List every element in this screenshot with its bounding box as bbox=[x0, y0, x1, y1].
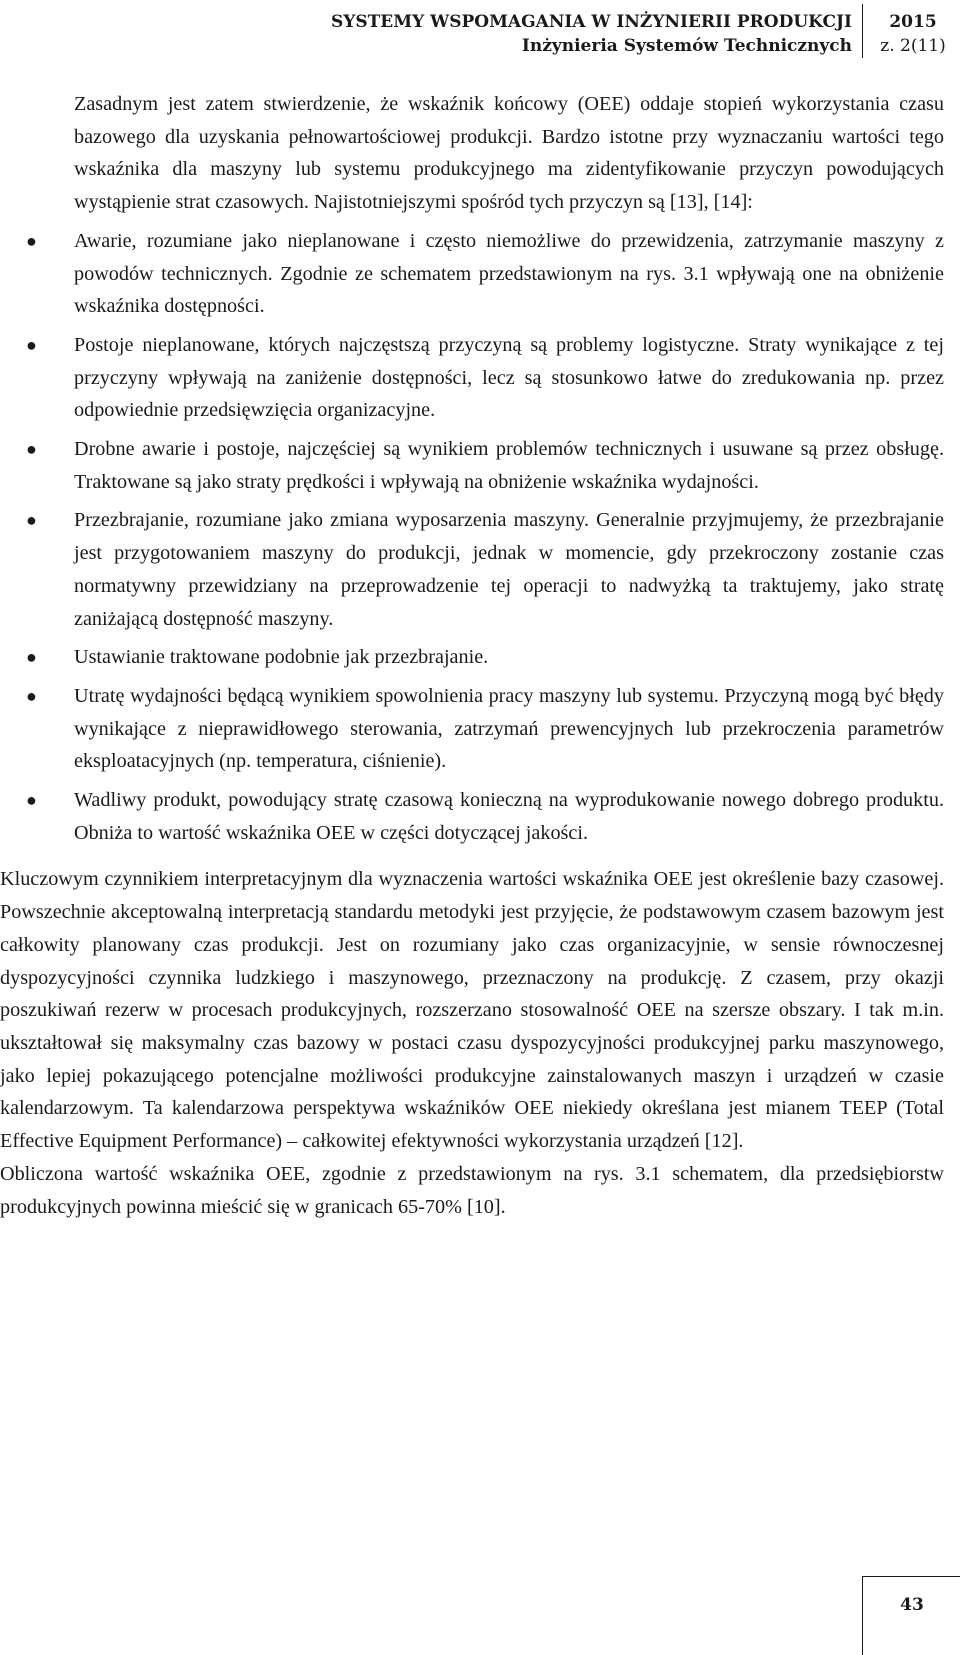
list-item bbox=[0, 504, 944, 635]
loss-causes-list bbox=[26, 225, 944, 850]
list-item-text: Postoje nieplanowane, których najczęstszą przyczyną są problemy logistyczne. Straty wynikające z tej przyczyny wpływają na zaniżenie dostępności, lecz są stosunkowo łatwe do zredukowania np. przez odpowiednie przedsięwzięcia organizacyjne. bbox=[74, 333, 944, 422]
list-item bbox=[0, 641, 944, 674]
bullet-icon: ● bbox=[26, 647, 37, 668]
list-item bbox=[0, 329, 944, 427]
list-item-text: Ustawianie traktowane podobnie jak przezbrajanie. bbox=[74, 646, 489, 669]
bullet-icon: ● bbox=[26, 230, 37, 251]
page-header bbox=[0, 0, 960, 62]
list-item bbox=[0, 680, 944, 778]
journal-subtitle: Inżynieria Systemów Technicznych bbox=[521, 36, 852, 56]
list-item-text: Drobne awarie i postoje, najczęściej są wynikiem problemów technicznych i usuwane są przez obsługę. Traktowane są jako straty prędkości i wpływają na obniżenie wskaźnika wydajności. bbox=[74, 438, 944, 493]
bullet-icon: ● bbox=[26, 439, 37, 460]
list-item-text: Awarie, rozumiane jako nieplanowane i często niemożliwe do przewidzenia, zatrzymanie maszyny z powodów technicznych. Zgodnie ze schematem przedstawionym na rys. 3.1 wpływają one na obniżenie wskaźnika dostępności. bbox=[74, 229, 944, 318]
paragraph-oee-value: Obliczona wartość wskaźnika OEE, zgodnie z przedstawionym na rys. 3.1 schematem, dla przedsiębiorstw produkcyjnych powinna mieścić się w granicach 65-70% [10]. bbox=[0, 1162, 944, 1218]
header-issue-info bbox=[866, 10, 960, 58]
list-item bbox=[0, 433, 944, 498]
list-item bbox=[0, 225, 944, 323]
paragraph-time-base: Kluczowym czynnikiem interpretacyjnym dla wyznaczenia wartości wskaźnika OEE jest określenie bazy czasowej. Powszechnie akceptowalną interpretacją standardu metodyki jest przyjęcie, że podstawowym czasem bazowym jest całkowity planowany czas produkcji. Jest on rozumiany jako czas organizacyjnie, w sensie równoczesnej dyspozycyjności czynnika ludzkiego i maszynowego, przeznaczony na produkcję. Z czasem, przy okazji poszukiwań rezerw w procesach produkcyjnych, rozszerzano stosowalność OEE na szersze obszary. I tak m.in. ukształtował się maksymalny czas bazowy w postaci czasu dyspozycyjności produkcyjnej parku maszynowego, jako lepiej pokazującego potencjalne możliwości produkcyjne zainstalowanych maszyn i urządzeń w czasie kalendarzowym. Ta kalendarzowa perspektywa wskaźników OEE niekiedy określana jest mianem TEEP (Total Effective Equipment Performance) – całkowitej efektywności wykorzystania urządzeń [12]. bbox=[0, 868, 944, 1153]
bullet-icon: ● bbox=[26, 510, 37, 531]
bullet-icon: ● bbox=[26, 334, 37, 355]
bullet-icon: ● bbox=[26, 790, 37, 811]
intro-paragraph: Zasadnym jest zatem stwierdzenie, że wskaźnik końcowy (OEE) oddaje stopień wykorzystania czasu bazowego dla uzyskania pełnowartościowej produkcji. Bardzo istotne przy wyznaczaniu wartości tego wskaźnika dla maszyny lub systemu produkcyjnego ma zidentyfikowanie przyczyn powodujących wystąpienie strat czasowych. Najistotniejszymi spośród tych przyczyn są [13], [14]: bbox=[74, 93, 944, 214]
journal-year: 2015 bbox=[889, 12, 937, 32]
list-item-text: Wadliwy produkt, powodujący stratę czasową konieczną na wyprodukowanie nowego dobrego produktu. Obniża to wartość wskaźnika OEE w części dotyczącej jakości. bbox=[74, 789, 944, 844]
list-item-text: Utratę wydajności będącą wynikiem spowolnienia pracy maszyny lub systemu. Przyczyną mogą być błędy wynikające z nieprawidłowego sterowania, zatrzymań prewencyjnych lub przekroczenia parametrów eksploatacyjnych (np. temperatura, ciśnienie). bbox=[74, 684, 944, 773]
bullet-icon: ● bbox=[26, 685, 37, 706]
list-item-text: Przezbrajanie, rozumiane jako zmiana wyposarzenia maszyny. Generalnie przyjmujemy, że przezbrajanie jest przygotowaniem maszyny do produkcji, jednak w momencie, gdy przekroczony zostanie czas normatywny przewidziany na przeprowadzenie tej operacji to nadwyżką ta traktujemy, jako stratę zaniżającą dostępność maszyny. bbox=[74, 509, 944, 630]
journal-issue: z. 2(11) bbox=[880, 36, 946, 56]
page-number-box bbox=[862, 1576, 960, 1655]
header-titles bbox=[331, 10, 852, 58]
article-body bbox=[0, 88, 944, 1223]
page-number: 43 bbox=[900, 1595, 924, 1615]
list-item bbox=[0, 784, 944, 849]
header-divider bbox=[862, 4, 863, 58]
journal-title: SYSTEMY WSPOMAGANIA W INŻYNIERII PRODUKCJI bbox=[330, 12, 852, 32]
